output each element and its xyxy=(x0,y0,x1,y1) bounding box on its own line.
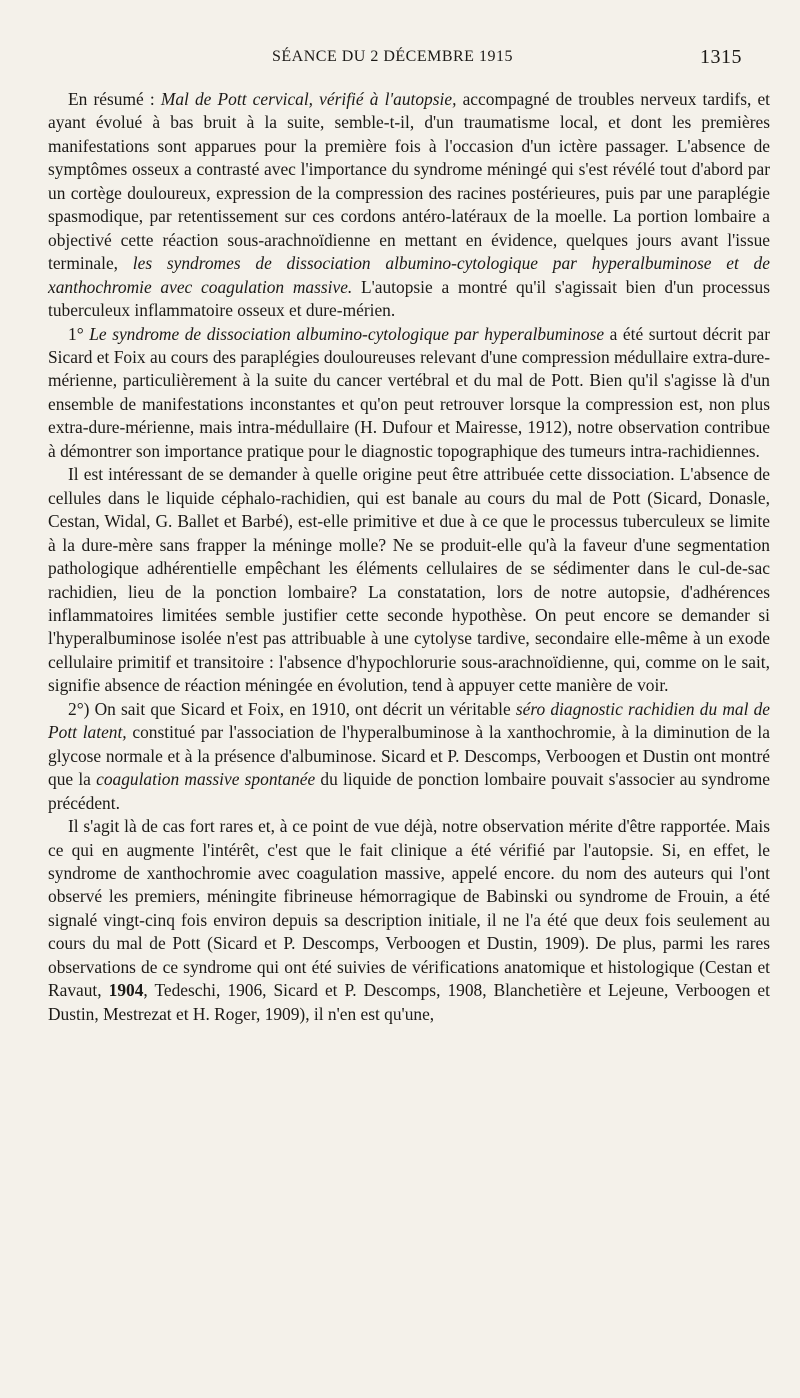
text-segment: a été surtout décrit par Sicard et Foix au cours des paraplégies douloureuses relevant d'une compression médullaire extra-dure-mérienne, particulièrement à la suite du cancer vertébral et du mal de Pott. Bien qu'il s'agisse là d'un ensemble de manifestations inconstantes et qu'on peut retrouver lorsque la compression est, non plus extra-dure-mérienne, mais intra-médullaire (H. Dufour et Mairesse, 1912), notre observation contribue à démontrer son importance pratique pour le diagnostic topographique des tumeurs intra-rachidiennes. xyxy=(48,323,771,461)
text-segment: 1° xyxy=(68,323,90,344)
text-segment: constitué par l'association de l'hyperalbuminose à la xanthochromie, à la diminution de la glycose normale et à la présence d'albuminose. Sicard et P. Descomps, Verboogen et Dustin ont montré que la xyxy=(48,722,770,790)
paragraph xyxy=(48,698,770,815)
text-segment: accompagné de troubles nerveux tardifs, et ayant évolué à bas bruit à la suite, semble-t-il, d'un traumatisme local, et dont les premières manifestations sont apparues pour la première fois à l'occasion d'un ictère passager. L'absence de symptômes osseux a contrasté avec l'importance du syndrome méningé qui s'est révélé tout d'abord par un cortège douloureux, expression de la compression des racines postérieures, puis par une paraplégie spasmodique, par retentissement sur ces cordons antéro-latéraux de la moelle. La portion lombaire a objectivé cette réaction sous-arachnoïdienne en mettant en évidence, quelques jours avant l'issue terminale, xyxy=(48,89,771,274)
text-segment: L'autopsie a montré qu'il s'agissait bien d'un processus tuberculeux inflammatoire osseux et dure-mérien. xyxy=(48,276,770,321)
body-text xyxy=(48,88,770,1026)
italic-text-segment: séro diagnostic rachidien du mal de Pott latent, xyxy=(48,698,770,743)
text-segment: En résumé : xyxy=(68,89,161,109)
bold-text-segment: 1904 xyxy=(108,980,144,1001)
page-number: 1315 xyxy=(700,46,742,68)
text-segment: Il s'agit là de cas fort rares et, à ce point de vue déjà, notre observation mérite d'être rapportée. Mais ce qui en augmente l'intérêt, c'est que le fait clinique a été vérifié par l'autopsie. Si, en effet, le syndrome de xanthochromie avec coagulation massive, appelé encore. du nom des auteurs qui l'ont observé les premiers, méningite fibrineuse hémorragique de Babinski ou syndrome de Frouin, a été signalé vingt-cinq fois environ depuis sa description initiale, il ne l'a été que deux fois seulement au cours du mal de Pott (Sicard et P. Descomps, Verboogen et Dustin, 1909). De plus, parmi les rares observations de ce syndrome qui ont été suivies de vérifications anatomique et histologique (Cestan et Ravaut, xyxy=(48,816,770,1001)
paragraph xyxy=(48,815,770,1026)
text-segment: du liquide de ponction lombaire pouvait s'associer au syndrome précédent. xyxy=(48,769,770,813)
text-segment: 2°) On sait que Sicard et Foix, en 1910, ont décrit un véritable xyxy=(68,698,516,719)
page-header xyxy=(272,48,742,72)
italic-text-segment: Le syndrome de dissociation albumino-cytologique par hyperalbuminose xyxy=(89,323,605,344)
running-title: SÉANCE DU 2 DÉCEMBRE 1915 xyxy=(272,48,513,65)
text-segment: , Tedeschi, 1906, Sicard et P. Descomps, 1908, Blanchetière et Lejeune, Verboogen et Dustin, Mestrezat et H. Roger, 1909), il n'en est qu'une, xyxy=(48,980,770,1024)
italic-text-segment: les syndromes de dissociation albumino-cytologique par hyperalbuminose et de xanthochromie avec coagulation massive. xyxy=(48,253,770,297)
text-segment: Il est intéressant de se demander à quelle origine peut être attribuée cette dissociation. L'absence de cellules dans le liquide céphalo-rachidien, qui est banale au cours du mal de Pott (Sicard, Donasle, Cestan, Widal, G. Ballet et Barbé), est-elle primitive et due à ce que le processus tuberculeux se limite à la dure-mère sans frapper la méninge molle? Ne se produit-elle qu'à la faveur d'une segmentation pathologique adhérentielle empêchant les éléments cellulaires de se sédimenter dans le cul-de-sac rachidien, lieu de la ponction lombaire? La constatation, lors de notre autopsie, d'adhérences inflammatoires limitées semble justifier cette seconde hypothèse. On peut encore se demander si l'hyperalbuminose isolée n'est pas attribuable à une cytolyse tardive, secondaire elle-même à un exode cellulaire primitif et transitoire : l'absence d'hypochlorurie sous-arachnoïdienne, qui, comme on le sait, signifie absence de réaction méningée en évolution, tend à appuyer cette manière de voir. xyxy=(48,464,770,696)
italic-text-segment: Mal de Pott cervical, vérifié à l'autopsie, xyxy=(160,89,457,109)
paragraph xyxy=(48,323,770,464)
paragraph xyxy=(48,88,770,323)
paragraph xyxy=(48,463,770,698)
italic-text-segment: coagulation massive spontanée xyxy=(96,769,316,790)
